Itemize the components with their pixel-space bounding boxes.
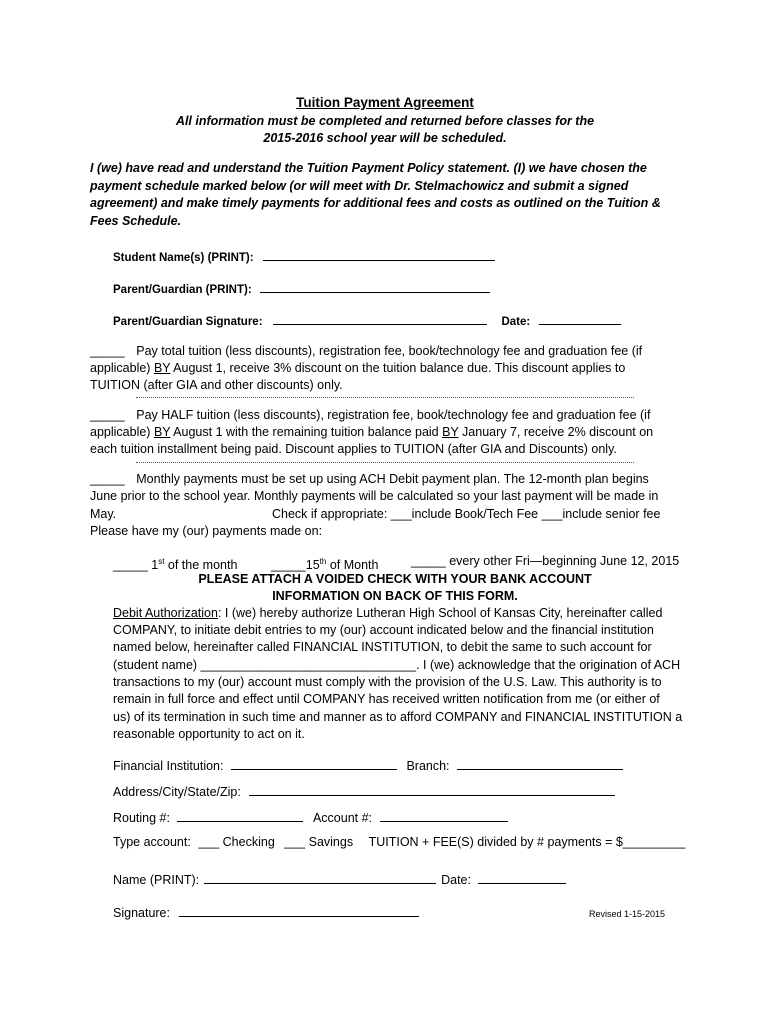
date-label: Date: — [501, 316, 531, 328]
option-half-text-2b: August 1 with the remaining tuition balance paid — [170, 425, 443, 439]
option-monthly-text-1: Monthly payments must be set up using ACH Debit payment plan. The 12-month plan begins — [136, 472, 649, 486]
schedule-fifteenth-blank[interactable]: _____ — [271, 558, 306, 573]
name-print-input[interactable] — [204, 871, 436, 884]
signature-date-input[interactable] — [539, 312, 621, 325]
debit-authorization-heading: Debit Authorization — [113, 606, 218, 620]
option-monthly-line2: June prior to the school year. Monthly payments will be calculated so your last payment will be made in — [90, 489, 659, 503]
option-full-by: BY — [153, 361, 171, 375]
account-type-label: Type account: — [113, 835, 191, 849]
option-monthly-blank[interactable]: _____ — [90, 472, 125, 486]
option-half-payment-line2 — [90, 424, 653, 442]
schedule-first-blank[interactable]: _____ — [113, 558, 148, 573]
option-full-blank[interactable]: _____ — [90, 344, 125, 358]
form-subtitle-line2: 2015-2016 school year will be scheduled. — [263, 131, 507, 145]
option-half-by-2: BY — [442, 425, 459, 439]
account-type-row — [113, 835, 685, 849]
schedule-fifteenth-num: 15 — [305, 558, 320, 573]
parent-signature-row — [113, 312, 621, 330]
student-name-label: Student Name(s) (PRINT): — [113, 252, 254, 264]
form-title: Tuition Payment Agreement — [296, 95, 474, 110]
account-label: Account #: — [312, 811, 373, 825]
savings-label: Savings — [308, 835, 354, 849]
option-half-blank[interactable]: _____ — [90, 408, 125, 422]
name-date-label: Date: — [441, 873, 471, 887]
financial-institution-label: Financial Institution: — [113, 759, 224, 773]
option-full-text-2a: applicable) — [90, 361, 154, 375]
option-half-text-2c: January 7, receive 2% discount on — [458, 425, 654, 439]
address-row — [113, 783, 615, 799]
schedule-every-other-friday[interactable]: _____ every other Fri—beginning June 12, 2015 — [411, 554, 680, 568]
attach-check-notice-line1: PLEASE ATTACH A VOIDED CHECK WITH YOUR BANK ACCOUNT — [198, 572, 592, 586]
branch-input[interactable] — [457, 757, 623, 770]
option-full-text-1: Pay total tuition (less discounts), registration fee, book/technology fee and graduation fee (if — [136, 344, 643, 358]
name-date-input[interactable] — [478, 871, 566, 884]
option-monthly-check-extras[interactable]: Check if appropriate: ___include Book/Tech Fee ___include senior fee — [272, 507, 661, 521]
account-input[interactable] — [380, 809, 508, 822]
signature-input[interactable] — [179, 904, 419, 917]
signature-row — [113, 904, 419, 920]
option-half-payment-line3: each tuition installment being paid. Discount applies to TUITION (after GIA and Discounts) only. — [90, 442, 617, 456]
debit-student-name-label: (student name) — [113, 658, 201, 672]
attach-check-notice-line2: INFORMATION ON BACK OF THIS FORM. — [272, 589, 518, 603]
option-half-payment-line1 — [90, 407, 650, 425]
checking-label: Checking — [222, 835, 275, 849]
separator-2 — [136, 462, 634, 463]
address-input[interactable] — [249, 783, 615, 796]
name-print-label: Name (PRINT): — [113, 873, 200, 887]
debit-authorization-line1 — [113, 605, 662, 623]
option-full-payment-line2 — [90, 360, 625, 378]
routing-label: Routing #: — [113, 811, 170, 825]
payment-formula[interactable]: TUITION + FEE(S) divided by # payments = $_________ — [368, 835, 686, 849]
name-print-row — [113, 871, 566, 887]
separator-1 — [136, 397, 634, 398]
debit-authorization-line6: remain in full force and effect until COMPANY has received written notification from me (or either of — [113, 692, 660, 706]
option-full-payment-line3: TUITION (after GIA and other discounts) only. — [90, 378, 343, 392]
routing-account-row — [113, 809, 508, 825]
schedule-first-sup: st — [158, 557, 165, 566]
debit-authorization-line5: transactions to my (our) account must comply with the provision of the U.S. Law. This authority is to — [113, 675, 662, 689]
option-half-text-2a: applicable) — [90, 425, 154, 439]
schedule-first-text: of the month — [164, 558, 238, 573]
option-full-payment-line1 — [90, 343, 642, 361]
option-monthly-line1 — [90, 471, 649, 489]
intro-statement: I (we) have read and understand the Tuition Payment Policy statement. (I) we have chosen the payment schedule marked below (or will meet with Dr. Stelmachowicz and submit a signed agreement) and make timely payments for additional fees and costs as outlined on the Tuition & Fees Schedule. — [90, 161, 661, 228]
debit-authorization-line2: COMPANY, to initiate debit entries to my (our) account indicated below and the financial institution — [113, 623, 654, 637]
parent-signature-label: Parent/Guardian Signature: — [113, 316, 263, 328]
option-monthly-line3a: May. — [90, 507, 117, 521]
savings-blank[interactable]: ___ — [284, 835, 306, 849]
debit-student-name-input[interactable]: _______________________________ — [200, 658, 417, 672]
schedule-fifteenth-text: of Month — [326, 558, 379, 573]
branch-label: Branch: — [406, 759, 450, 773]
option-full-text-2b: August 1, receive 3% discount on the tuition balance due. This discount applies to — [170, 361, 626, 375]
parent-name-row — [113, 280, 490, 298]
option-half-text-1: Pay HALF tuition (less discounts), registration fee, book/technology fee and graduation fee (if — [136, 408, 651, 422]
signature-label: Signature: — [113, 906, 170, 920]
option-monthly-line4: Please have my (our) payments made on: — [90, 524, 323, 538]
debit-text-1: : I (we) hereby authorize Lutheran High School of Kansas City, hereinafter called — [217, 606, 663, 620]
financial-institution-input[interactable] — [231, 757, 397, 770]
schedule-first-num: 1 — [151, 558, 159, 573]
option-half-by: BY — [153, 425, 171, 439]
debit-text-4b: . I (we) acknowledge that the origination of ACH — [416, 658, 681, 672]
debit-authorization-line8: reasonable opportunity to act on it. — [113, 727, 305, 741]
debit-authorization-line7: us) of its termination in such time and manner as to afford COMPANY and FINANCIAL INSTITUTION a — [113, 710, 683, 724]
student-name-input[interactable] — [263, 248, 495, 261]
schedule-fifteenth-sup: th — [319, 557, 327, 566]
parent-signature-input[interactable] — [273, 312, 487, 325]
student-name-row — [113, 248, 495, 266]
debit-authorization-line3: named below, hereinafter called FINANCIAL INSTITUTION, to debit the same to such account for — [113, 640, 652, 654]
revised-date: Revised 1-15-2015 — [589, 909, 666, 919]
checking-blank[interactable]: ___ — [198, 835, 220, 849]
parent-name-label: Parent/Guardian (PRINT): — [113, 284, 252, 296]
form-subtitle-line1: All information must be completed and returned before classes for the — [175, 114, 595, 128]
financial-institution-row — [113, 757, 623, 773]
address-label: Address/City/State/Zip: — [113, 785, 241, 799]
routing-input[interactable] — [177, 809, 303, 822]
debit-authorization-line4 — [113, 657, 680, 675]
parent-name-input[interactable] — [260, 280, 490, 293]
